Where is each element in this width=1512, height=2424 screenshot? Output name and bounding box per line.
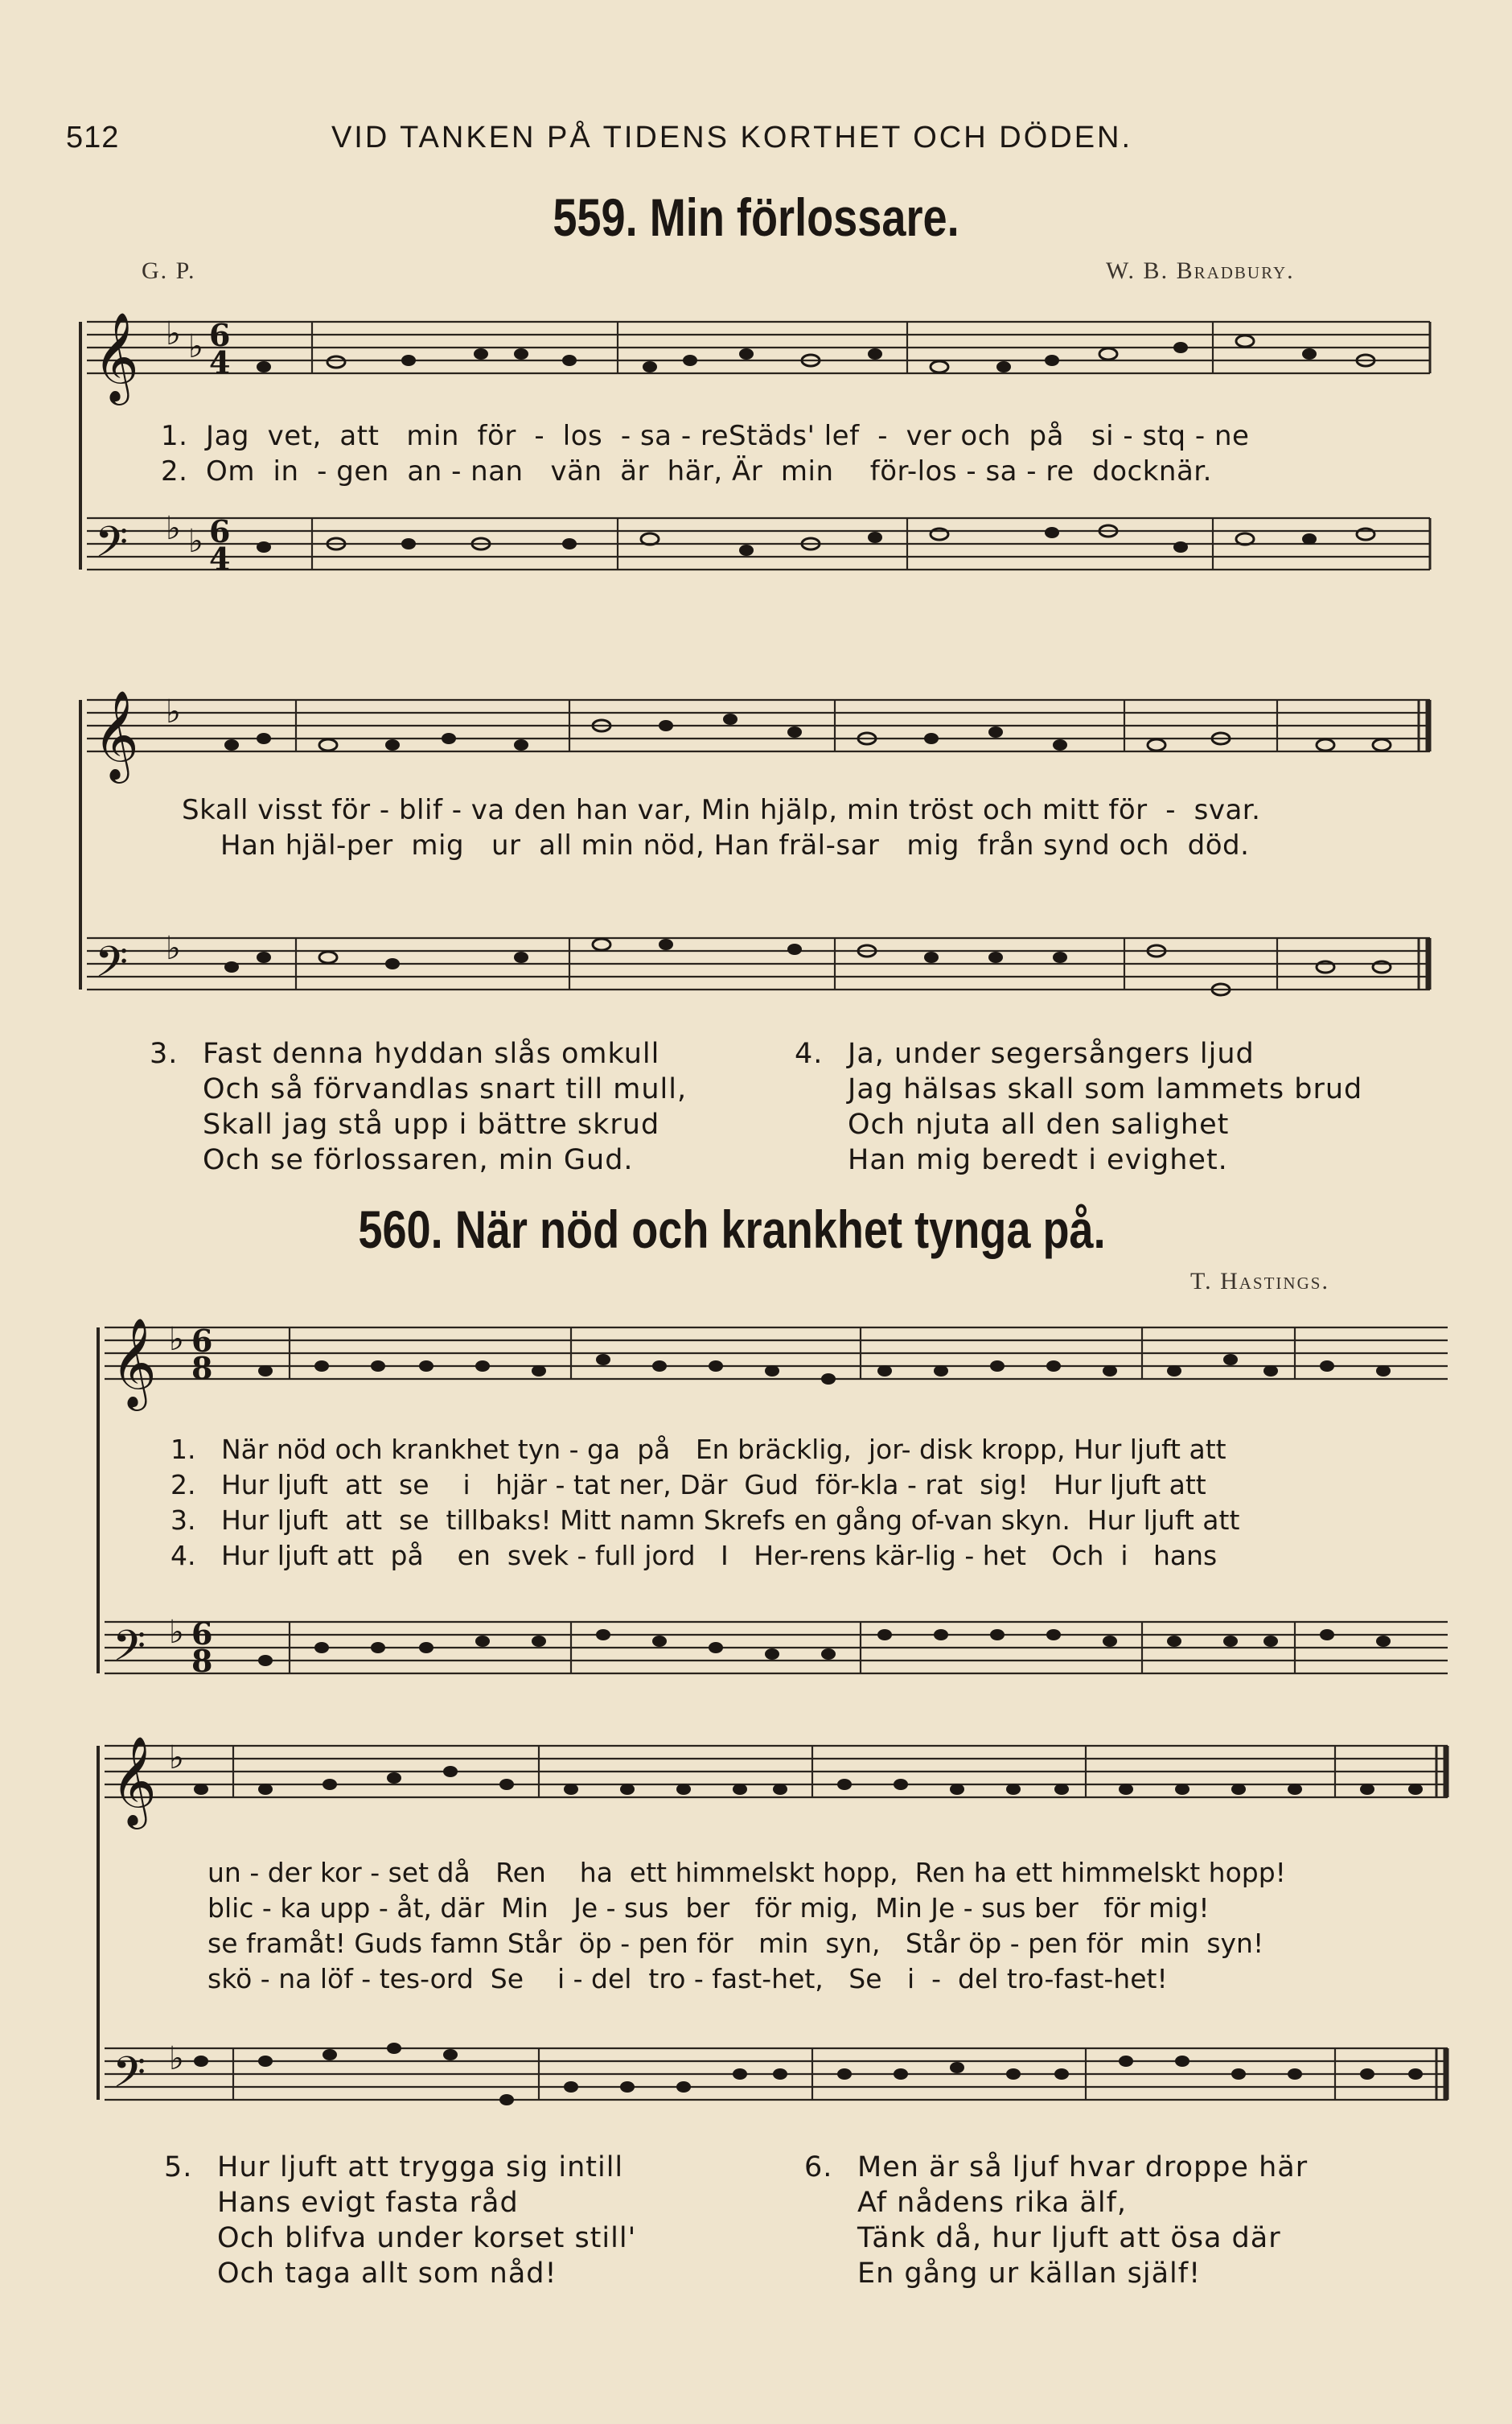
- svg-text:♭: ♭: [169, 1321, 184, 1358]
- running-head: [48, 121, 1415, 169]
- svg-text:♭: ♭: [166, 510, 181, 547]
- hymn-559-stanza-4: [795, 1036, 1486, 1178]
- svg-text:♭: ♭: [188, 523, 203, 560]
- svg-text:♭: ♭: [166, 315, 181, 352]
- hymn-560-s2-verse-3: se framåt! Guds famn Står öp - pen för min syn, Står öp - pen för min syn!: [207, 1928, 1264, 1959]
- hymn-560-s2-verse-4: skö - na löf - tes-ord Se i - del tro - fast-het, Se i - del tro-fast-het!: [207, 1963, 1168, 1994]
- hymn-560-stanza-6: [804, 2150, 1464, 2291]
- svg-text:♭: ♭: [166, 693, 181, 730]
- hymn-559-composer: W. B. Bradbury.: [1106, 257, 1295, 284]
- svg-text:8: 8: [191, 1350, 213, 1386]
- svg-text:4: 4: [209, 541, 231, 577]
- svg-text:𝄞: 𝄞: [111, 1317, 157, 1407]
- hymn-560-stanza-5: [164, 2150, 791, 2291]
- svg-text:𝄢: 𝄢: [95, 518, 129, 578]
- stanza-line: Han mig beredt i evighet.: [848, 1144, 1228, 1176]
- stanza-line: Och så förvandlas snart till mull,: [203, 1073, 688, 1105]
- hymn-559-s1-verse-1: 1. Jag vet, att min för - los - sa - reStäds' lef - ver och på si - stq - ne: [161, 420, 1250, 452]
- hymn-559-s2-verse-1: Skall visst för - blif - va den han var, Min hjälp, min tröst och mitt för - svar.: [182, 794, 1261, 826]
- hymn-559-s1-verse-2: 2. Om in - gen an - nan vän är här, Är min för-los - sa - re docknär.: [161, 455, 1212, 488]
- hymn-560-title: 560. När nöd och krankhet tynga på.: [358, 1200, 1106, 1259]
- stanza-line: Skall jag stå upp i bättre skrud: [203, 1109, 660, 1141]
- svg-text:𝄢: 𝄢: [113, 1622, 146, 1681]
- svg-text:6: 6: [191, 1323, 213, 1359]
- svg-text:♭: ♭: [188, 328, 203, 365]
- stanza-line: Tänk då, hur ljuft att ösa där: [857, 2222, 1281, 2254]
- svg-text:♭: ♭: [169, 2040, 184, 2077]
- hymn-559-s2-verse-2: Han hjäl-per mig ur all min nöd, Han fräl-sar mig från synd och död.: [220, 829, 1250, 862]
- svg-text:♭: ♭: [169, 1614, 184, 1651]
- hymn-560-s1-verse-3: 3. Hur ljuft att se tillbaks! Mitt namn Skrefs en gång of-van skyn. Hur ljuft att: [171, 1504, 1240, 1536]
- svg-text:♭: ♭: [169, 1739, 184, 1776]
- page-number: 512: [66, 121, 120, 154]
- hymn-560-composer: T. Hastings.: [1190, 1268, 1329, 1294]
- svg-text:𝄞: 𝄞: [111, 1735, 157, 1825]
- stanza-number: 3.: [150, 1038, 179, 1070]
- hymn-559-author: G. P.: [142, 257, 196, 284]
- stanza-number: 6.: [804, 2151, 833, 2183]
- stanza-line: Jag hälsas skall som lammets brud: [848, 1073, 1363, 1105]
- hymn-560-s1-verse-4: 4. Hur ljuft att på en svek - full jord I Her-rens kär-lig - het Och i hans: [171, 1540, 1218, 1571]
- hymn-560-s2-verse-1: un - der kor - set då Ren ha ett himmelskt hopp, Ren ha ett himmelskt hopp!: [207, 1857, 1286, 1888]
- stanza-number: 4.: [795, 1038, 824, 1070]
- hymn-560-s1-verse-2: 2. Hur ljuft att se i hjär - tat ner, Där Gud för-kla - rat sig! Hur ljuft att: [171, 1469, 1206, 1500]
- hymn-560-s1-verse-1: 1. När nöd och krankhet tyn - ga på En bräcklig, jor- disk kropp, Hur ljuft att: [171, 1434, 1226, 1465]
- stanza-line: Af nådens rika älf,: [857, 2187, 1128, 2219]
- svg-text:6: 6: [191, 1615, 213, 1652]
- svg-text:8: 8: [191, 1643, 213, 1679]
- stanza-line: Hur ljuft att trygga sig intill: [217, 2151, 624, 2183]
- svg-text:𝄢: 𝄢: [113, 2048, 146, 2108]
- svg-text:6: 6: [209, 317, 231, 353]
- running-title: VID TANKEN PÅ TIDENS KORTHET OCH DÖDEN.: [331, 121, 1133, 154]
- stanza-number: 5.: [164, 2151, 193, 2183]
- stanza-line: Och taga allt som nåd!: [217, 2257, 557, 2290]
- svg-text:♭: ♭: [166, 930, 181, 967]
- svg-text:4: 4: [209, 344, 231, 381]
- stanza-line: En gång ur källan själf!: [857, 2257, 1202, 2290]
- hymn-560-s2-verse-2: blic - ka upp - åt, där Min Je - sus ber för mig, Min Je - sus ber för mig!: [207, 1892, 1210, 1924]
- stanza-line: Ja, under segersångers ljud: [848, 1038, 1255, 1070]
- hymn-559-stanza-3: [150, 1036, 793, 1178]
- svg-text:𝄞: 𝄞: [93, 689, 139, 780]
- svg-text:6: 6: [209, 513, 231, 549]
- hymn-559-title: 559. Min förlossare.: [553, 187, 959, 247]
- svg-text:𝄢: 𝄢: [95, 938, 129, 998]
- stanza-line: Och njuta all den salighet: [848, 1109, 1230, 1141]
- stanza-line: Hans evigt fasta råd: [217, 2187, 519, 2219]
- stanza-line: Och se förlossaren, min Gud.: [203, 1144, 634, 1176]
- stanza-line: Och blifva under korset still': [217, 2222, 637, 2254]
- svg-text:𝄞: 𝄞: [93, 311, 139, 401]
- stanza-line: Men är så ljuf hvar droppe här: [857, 2151, 1309, 2183]
- stanza-line: Fast denna hyddan slås omkull: [203, 1038, 660, 1070]
